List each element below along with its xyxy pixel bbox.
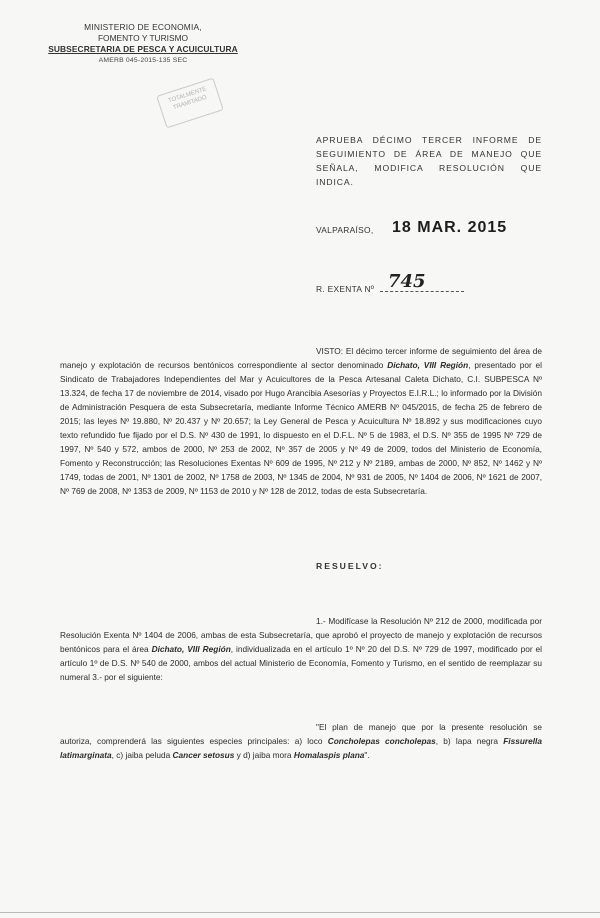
quoted-paragraph: [60, 721, 542, 763]
visto-place: Dichato, VIII Región: [387, 359, 469, 370]
date-line: [316, 221, 556, 241]
resuelvo-heading: RESUELVO:: [316, 561, 384, 571]
document-code: AMERB 045-2015-135 SEC: [98, 57, 188, 64]
resuelvo-text-2: , individualizada en el artículo 1º Nº 20 del D.S. Nº 729 de 1997, modificado por el artículo 1º de D.S. Nº 540 de 2000, ambos del actual Ministerio de Economía, Fomento y Turismo, en el sentido de reemplazar su numeral 3.- por el siguiente:: [60, 643, 543, 682]
resuelvo-paragraph: [60, 615, 542, 685]
letterhead: [48, 22, 238, 66]
number-underline: [380, 291, 464, 292]
quote-text-1: "El plan de manejo que por la presente resolución se autoriza, comprenderá las siguientes especies principales: a) loco: [60, 722, 542, 746]
resuelvo-place: Dichato, VIII Región: [151, 643, 231, 654]
visto-text-1: VISTO: El décimo tercer informe de seguimiento del área de manejo y explotación de recursos bentónicos correspondiente al sector denominado: [60, 346, 542, 370]
species-1: Concholepas concholepas: [327, 735, 436, 746]
quote-text-4: y d) jaiba mora: [234, 749, 294, 760]
resolution-handwritten-number: 745: [388, 271, 426, 292]
visto-paragraph: [60, 345, 542, 498]
page-bottom-edge: [0, 912, 600, 913]
quote-text-2: , b) lapa negra: [435, 735, 504, 746]
subsecretaria-name: SUBSECRETARIA DE PESCA Y ACUICULTURA: [48, 44, 238, 54]
species-4: Homalaspis plana: [293, 749, 365, 760]
ministry-subtitle: FOMENTO Y TURISMO: [97, 33, 189, 43]
resuelvo-text-1: 1.- Modifícase la Resolución Nº 212 de 2000, modificada por Resolución Exenta Nº 1404 de 2006, ambas de esta Subsecretaría, que aprobó el proyecto de manejo y explotación de recursos bentónicos para el área: [60, 616, 542, 654]
quote-text-5: ".: [364, 749, 370, 760]
species-3: Cancer setosus: [172, 749, 235, 760]
resolution-label: R. EXENTA Nº: [316, 284, 375, 294]
visto-text-2: , presentado por el Sindicato de Trabajadores Independientes del Mar y Acuicultores de la Pesca Artesanal Caleta Dichato, C.I. SUBPESCA Nº 13.324, de fecha 17 de noviembre de 2014, visado por Hugo Arancibia Asesorías y Proyectos E.I.R.L.; lo informado por la División de Administración Pesquera de esta Subsecretaría, mediante Informe Técnico AMERB Nº 045/2015, de fecha 25 de febrero de 2015; las leyes Nº 19.880, Nº 20.437 y Nº 20.657; la Ley General de Pesca y Acuicultura Nº 18.892 y sus modificaciones cuyo texto refundido fue fijado por el D.S. Nº 430 de 1991, lo dispuesto en el D.F.L. Nº 5 de 1983, el D.S. Nº 355 de 1995 Nº 729 de 1997, Nº 540 y 572, ambos de 2000, Nº 253 de 2002, Nº 357 de 2005 y Nº 49 de 2009, todos del Ministerio de Economía, Fomento y Reconstrucción; las Resoluciones Exentas Nº 609 de 1995, Nº 212 y Nº 2189, ambas de 2000, Nº 852, Nº 1462 y Nº 1749, todas de 2001, Nº 1301 de 2002, Nº 1758 de 2003, Nº 1345 de 2004, Nº 931 de 2005, Nº 1404 de 2006, Nº 1621 de 2007, Nº 769 de 2008, Nº 1353 de 2009, Nº 1153 de 2010 y Nº 128 de 2012, todas de esta Subsecretaría.: [60, 359, 543, 496]
quote-text-3: , c) jaiba peluda: [111, 749, 173, 760]
stamp: [156, 78, 224, 129]
ministry-name: MINISTERIO DE ECONOMIA,: [84, 22, 202, 32]
resolution-number: [316, 271, 486, 296]
date-stamp: 18 MAR. 2015: [392, 219, 508, 236]
city: VALPARAÍSO,: [316, 225, 374, 235]
document-summary: APRUEBA DÉCIMO TERCER INFORME DE SEGUIMIENTO DE ÁREA DE MANEJO QUE SEÑALA, MODIFICA RESOLUCIÓN QUE INDICA.: [316, 135, 542, 187]
stamp-text: TOTALMENTE TRAMITADO: [167, 86, 208, 112]
species-2: Fissurella latimarginata: [60, 735, 542, 760]
